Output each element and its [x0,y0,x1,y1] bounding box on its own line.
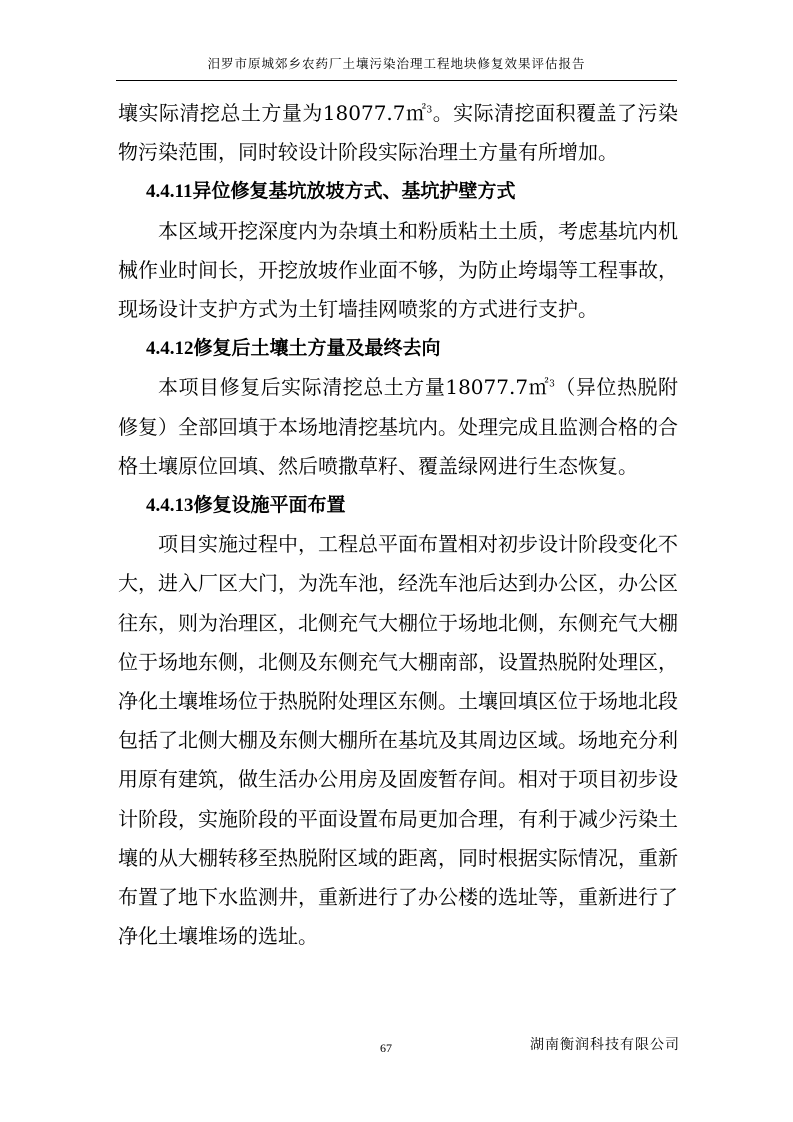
page-number: 67 [380,1041,392,1055]
section-title: 修复后土壤土方量及最终去向 [193,337,441,360]
section-title: 异位修复基坑放坡方式、基坑护壁方式 [192,180,516,203]
section-4-4-13-body: 项目实施过程中，工程总平面布置相对初步设计阶段变化不大，进入厂区大门，为洗车池，经洗车池后达到办公区，办公区往东，则为治理区，北侧充气大棚位于场地北侧，东侧充气大棚位于场地东侧，北侧及东侧充气大棚南部，设置热脱附处理区，净化土壤堆场位于热脱附处理区东侧。土壤回填区位于场地北段包括了北侧大棚及东侧大棚所在基坑及其周边区域。场地充分利用原有建筑，做生活办公用房及固废暂存间。相对于项目初步设计阶段，实施阶段的平面设置布局更加合理，有利于减少污染土壤的从大棚转移至热脱附区域的距离，同时根据实际情况，重新布置了地下水监测井，重新进行了办公楼的选址等，重新进行了净化土壤堆场的选址。 [118,532,678,949]
body-text: 本项目修复后实际清挖总土方量18077.7㎡ [158,375,550,400]
section-number: 4.4.13 [146,495,194,517]
section-number: 4.4.12 [146,338,194,360]
intro-text: 壤实际清挖总土方量为18077.7㎡ [118,101,427,125]
section-heading-4-4-12 [118,329,678,368]
superscript: 3 [426,105,433,116]
section-4-4-12-body [118,368,678,486]
intro-text-cont: 。实际清挖面积覆盖了污染物污染范围，同时较设计阶段实际治理土方量有所增加。 [118,101,678,165]
intro-paragraph [118,94,678,172]
section-4-4-11-body: 本区域开挖深度内为杂填土和粉质粘土土质，考虑基坑内机械作业时间长，开挖放坡作业面不够，为防止垮塌等工程事故，现场设计支护方式为土钉墙挂网喷浆的方式进行支护。 [118,218,678,322]
superscript: 3 [549,379,555,390]
section-heading-4-4-11 [118,172,678,211]
section-heading-4-4-13 [118,486,678,525]
document-body [118,94,678,956]
section-title: 修复设施平面布置 [193,494,346,517]
report-title: 汨罗市原城郊乡农药厂土壤污染治理工程地块修复效果评估报告 [207,56,586,71]
section-number: 4.4.11 [146,181,193,203]
company-name: 湖南衡润科技有限公司 [530,1037,680,1053]
body-text-cont: （异位热脱附修复）全部回填于本场地清挖基坑内。处理完成且监测合格的合格土壤原位回填、然后喷撒草籽、覆盖绿网进行生态恢复。 [118,375,678,478]
page-header [116,54,677,81]
